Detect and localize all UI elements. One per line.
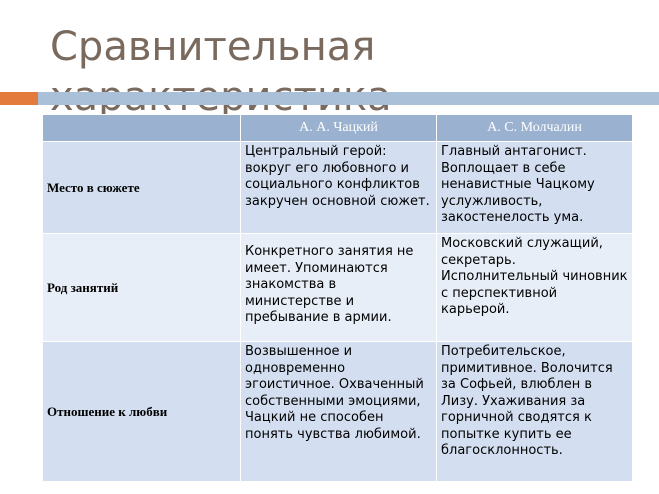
table-row bbox=[43, 142, 633, 234]
header-chatsky: А. А. Чацкий bbox=[241, 115, 437, 142]
cell-chatsky-love-attitude: Возвышенное и одновременно эгоистичное. Охваченный собственными эмоциями, Чацкий не способен понять чувства любимой. bbox=[241, 342, 437, 482]
cell-molchalin-love-attitude: Потребительское, примитивное. Волочится за Софьей, влюблен в Лизу. Ухаживания за горничной сводятся к попытке купить ее благосклонность. bbox=[437, 342, 633, 482]
cell-molchalin-plot-role: Главный антагонист. Воплощает в себе ненавистные Чацкому услужливость, закостенелость ума. bbox=[437, 142, 633, 234]
header-molchalin: А. С. Молчалин bbox=[437, 115, 633, 142]
slide-title bbox=[50, 22, 650, 122]
row-label-love-attitude: Отношение к любви bbox=[43, 342, 241, 482]
cell-molchalin-occupation: Московский служащий, секретарь. Исполнительный чиновник с перспективной карьерой. bbox=[437, 234, 633, 342]
row-label-occupation: Род занятий bbox=[43, 234, 241, 342]
table-header-row bbox=[43, 115, 633, 142]
table-row bbox=[43, 342, 633, 482]
cell-chatsky-occupation: Конкретного занятия не имеет. Упоминаются знакомства в министерстве и пребывание в армии. bbox=[241, 234, 437, 342]
accent-bar-blue bbox=[38, 92, 659, 105]
header-empty-cell bbox=[43, 115, 241, 142]
accent-bar-orange bbox=[0, 92, 38, 105]
comparison-table bbox=[42, 114, 633, 482]
row-label-plot-role: Место в сюжете bbox=[43, 142, 241, 234]
slide-title-line-1: Сравнительная bbox=[50, 24, 376, 70]
table-row bbox=[43, 234, 633, 342]
cell-chatsky-plot-role: Центральный герой: вокруг его любовного и социального конфликтов закручен основной сюжет. bbox=[241, 142, 437, 234]
